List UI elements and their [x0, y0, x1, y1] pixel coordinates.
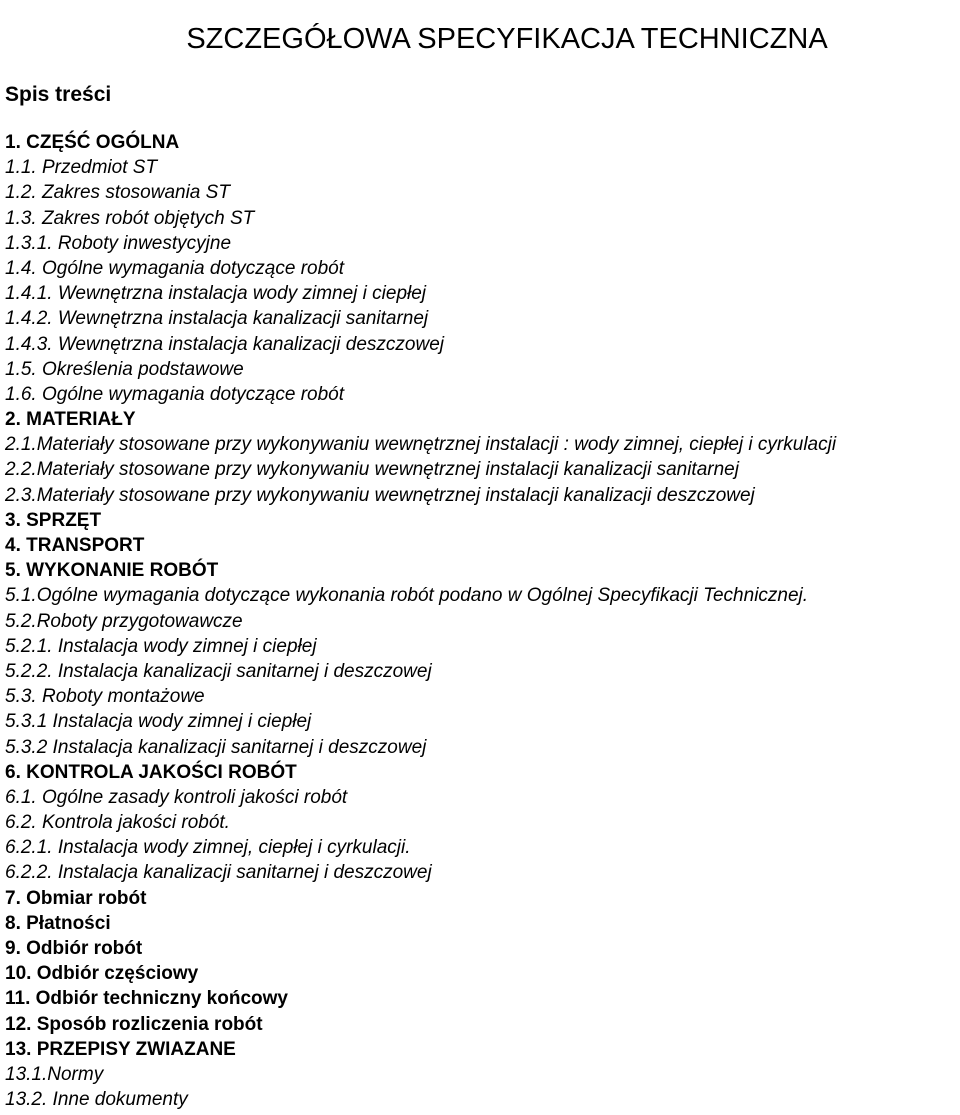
toc-subsection-link[interactable]: 1.6. Ogólne wymagania dotyczące robót — [5, 383, 345, 405]
toc-heading: Spis treści — [5, 83, 112, 106]
toc-subsection-link[interactable]: 1.4.3. Wewnętrzna instalacja kanalizacji deszczowej — [5, 333, 444, 355]
toc-subsection-link[interactable]: 1.5. Określenia podstawowe — [5, 358, 244, 380]
toc-subsection-link[interactable]: 13.2. Inne dokumenty — [5, 1089, 188, 1111]
toc-subsection-link[interactable]: 2.2.Materiały stosowane przy wykonywaniu wewnętrznej instalacji kanalizacji sanitarnej — [5, 459, 739, 481]
document-title: SZCZEGÓŁOWA SPECYFIKACJA TECHNICZNA — [186, 23, 828, 56]
toc-subsection-link[interactable]: 1.3.1. Roboty inwestycyjne — [5, 232, 232, 254]
toc-subsection-link[interactable]: 2.3.Materiały stosowane przy wykonywaniu wewnętrznej instalacji kanalizacji deszczowej — [5, 484, 755, 506]
toc-subsection-link[interactable]: 5.3. Roboty montażowe — [5, 686, 205, 708]
toc-subsection-link[interactable]: 5.2.1. Instalacja wody zimnej i ciepłej — [5, 635, 317, 657]
toc-subsection-link[interactable]: 13.1.Normy — [5, 1063, 104, 1085]
toc-subsection-link[interactable]: 1.4.2. Wewnętrzna instalacja kanalizacji sanitarnej — [5, 308, 429, 330]
toc-section-link[interactable]: 7. Obmiar robót — [5, 887, 147, 909]
toc-subsection-link[interactable]: 1.4.1. Wewnętrzna instalacja wody zimnej i ciepłej — [5, 283, 427, 305]
toc-section-link[interactable]: 11. Odbiór techniczny końcowy — [5, 988, 288, 1010]
toc-section-link[interactable]: 9. Odbiór robót — [5, 938, 143, 959]
toc-section-link[interactable]: 3. SPRZĘT — [5, 509, 102, 531]
toc-subsection-link[interactable]: 6.2. Kontrola jakości robót. — [5, 812, 230, 834]
toc-subsection-link[interactable]: 5.2.2. Instalacja kanalizacji sanitarnej i deszczowej — [5, 660, 432, 682]
toc-section-link[interactable]: 8. Płatności — [5, 912, 111, 934]
toc-section-link[interactable]: 1. CZĘŚĆ OGÓLNA — [5, 132, 180, 153]
toc-section-link[interactable]: 13. PRZEPISY ZWIAZANE — [5, 1038, 236, 1060]
toc-subsection-link[interactable]: 5.2.Roboty przygotowawcze — [5, 610, 243, 632]
toc-subsection-link[interactable]: 1.3. Zakres robót objętych ST — [5, 207, 255, 229]
toc-subsection-link[interactable]: 6.1. Ogólne zasady kontroli jakości robót — [5, 786, 348, 808]
toc-section-link[interactable]: 5. WYKONANIE ROBÓT — [5, 560, 219, 582]
toc-subsection-link[interactable]: 1.4. Ogólne wymagania dotyczące robót — [5, 257, 345, 279]
table-of-contents — [5, 130, 836, 1112]
toc-subsection-link[interactable]: 6.2.2. Instalacja kanalizacji sanitarnej i deszczowej — [5, 862, 432, 884]
toc-section-link[interactable]: 4. TRANSPORT — [5, 535, 145, 556]
toc-subsection-link[interactable]: 1.2. Zakres stosowania ST — [5, 182, 230, 204]
toc-subsection-link[interactable]: 6.2.1. Instalacja wody zimnej, ciepłej i cyrkulacji. — [5, 837, 411, 859]
toc-section-link[interactable]: 12. Sposób rozliczenia robót — [5, 1013, 263, 1035]
toc-subsection-link[interactable]: 2.1.Materiały stosowane przy wykonywaniu wewnętrznej instalacji : wody zimnej, ciepłej i cyrkulacji — [5, 434, 837, 456]
toc-subsection-link[interactable]: 5.3.1 Instalacja wody zimnej i ciepłej — [5, 711, 312, 733]
toc-subsection-link[interactable]: 1.1. Przedmiot ST — [5, 157, 158, 179]
toc-section-link[interactable]: 2. MATERIAŁY — [5, 409, 136, 431]
toc-subsection-link[interactable]: 5.3.2 Instalacja kanalizacji sanitarnej i deszczowej — [5, 736, 427, 758]
toc-subsection-link[interactable]: 5.1.Ogólne wymagania dotyczące wykonania robót podano w Ogólnej Specyfikacji Technicznej. — [5, 585, 809, 607]
toc-section-link[interactable]: 6. KONTROLA JAKOŚCI ROBÓT — [5, 761, 297, 783]
toc-section-link[interactable]: 10. Odbiór częściowy — [5, 963, 199, 985]
